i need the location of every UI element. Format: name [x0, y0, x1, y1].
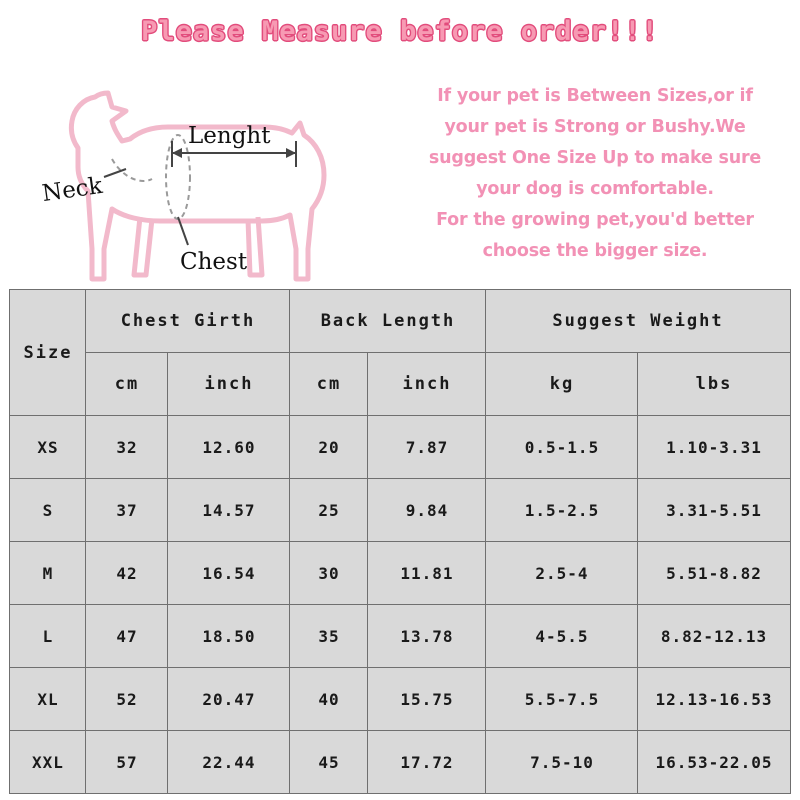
- cell-weight-kg: 5.5-7.5: [486, 668, 638, 731]
- cell-back-inch: 9.84: [368, 479, 486, 542]
- label-neck: Neck: [40, 172, 105, 208]
- cell-weight-kg: 7.5-10: [486, 731, 638, 794]
- page-title: Please Measure before order!!!: [141, 16, 659, 47]
- cell-weight-kg: 4-5.5: [486, 605, 638, 668]
- cell-size: S: [10, 479, 86, 542]
- cell-back-inch: 7.87: [368, 416, 486, 479]
- header-chest-cm: cm: [86, 353, 168, 416]
- cell-chest-inch: 12.60: [168, 416, 290, 479]
- table-header-groups: [10, 290, 790, 353]
- cell-back-inch: 17.72: [368, 731, 486, 794]
- table-row: [10, 668, 790, 731]
- cell-weight-lbs: 1.10-3.31: [638, 416, 790, 479]
- cell-back-cm: 40: [290, 668, 368, 731]
- dog-measurement-illustration: [0, 49, 390, 289]
- cell-back-cm: 35: [290, 605, 368, 668]
- cell-weight-lbs: 16.53-22.05: [638, 731, 790, 794]
- cell-chest-cm: 52: [86, 668, 168, 731]
- cell-chest-cm: 57: [86, 731, 168, 794]
- table-row: [10, 479, 790, 542]
- cell-back-cm: 45: [290, 731, 368, 794]
- cell-weight-lbs: 8.82-12.13: [638, 605, 790, 668]
- top-section: [0, 49, 800, 289]
- table-row: [10, 605, 790, 668]
- cell-chest-inch: 18.50: [168, 605, 290, 668]
- header-chest-girth: Chest Girth: [86, 290, 290, 353]
- size-chart-table: [9, 289, 790, 794]
- header-back-cm: cm: [290, 353, 368, 416]
- cell-weight-lbs: 12.13-16.53: [638, 668, 790, 731]
- table-row: [10, 416, 790, 479]
- cell-chest-inch: 14.57: [168, 479, 290, 542]
- cell-chest-inch: 16.54: [168, 542, 290, 605]
- cell-chest-cm: 42: [86, 542, 168, 605]
- cell-size: M: [10, 542, 86, 605]
- label-length: Lenght: [188, 123, 271, 149]
- header-back-inch: inch: [368, 353, 486, 416]
- header-back-length: Back Length: [290, 290, 486, 353]
- cell-weight-lbs: 3.31-5.51: [638, 479, 790, 542]
- header-weight-kg: kg: [486, 353, 638, 416]
- cell-chest-inch: 22.44: [168, 731, 290, 794]
- cell-back-inch: 15.75: [368, 668, 486, 731]
- cell-back-inch: 11.81: [368, 542, 486, 605]
- sizing-note: [390, 49, 800, 267]
- cell-weight-kg: 0.5-1.5: [486, 416, 638, 479]
- table-row: [10, 542, 790, 605]
- cell-size: XL: [10, 668, 86, 731]
- cell-chest-inch: 20.47: [168, 668, 290, 731]
- cell-size: L: [10, 605, 86, 668]
- note-line-5: For the growing pet,you'd better: [436, 210, 754, 230]
- cell-size: XS: [10, 416, 86, 479]
- cell-back-inch: 13.78: [368, 605, 486, 668]
- label-chest: Chest: [180, 249, 248, 275]
- cell-back-cm: 25: [290, 479, 368, 542]
- header-size: Size: [10, 290, 86, 416]
- cell-weight-kg: 2.5-4: [486, 542, 638, 605]
- note-line-1: If your pet is Between Sizes,or if: [437, 86, 753, 106]
- note-line-4: your dog is comfortable.: [476, 179, 714, 199]
- cell-back-cm: 20: [290, 416, 368, 479]
- note-line-3: suggest One Size Up to make sure: [428, 148, 762, 168]
- cell-size: XXL: [10, 731, 86, 794]
- cell-chest-cm: 37: [86, 479, 168, 542]
- cell-weight-kg: 1.5-2.5: [486, 479, 638, 542]
- cell-back-cm: 30: [290, 542, 368, 605]
- note-line-2: your pet is Strong or Bushy.We: [444, 117, 746, 137]
- header-weight-lbs: lbs: [638, 353, 790, 416]
- table-row: [10, 731, 790, 794]
- cell-weight-lbs: 5.51-8.82: [638, 542, 790, 605]
- table-header-units: [10, 353, 790, 416]
- header-suggest-weight: Suggest Weight: [486, 290, 790, 353]
- note-line-6: choose the bigger size.: [482, 241, 708, 261]
- cell-chest-cm: 32: [86, 416, 168, 479]
- cell-chest-cm: 47: [86, 605, 168, 668]
- header-chest-inch: inch: [168, 353, 290, 416]
